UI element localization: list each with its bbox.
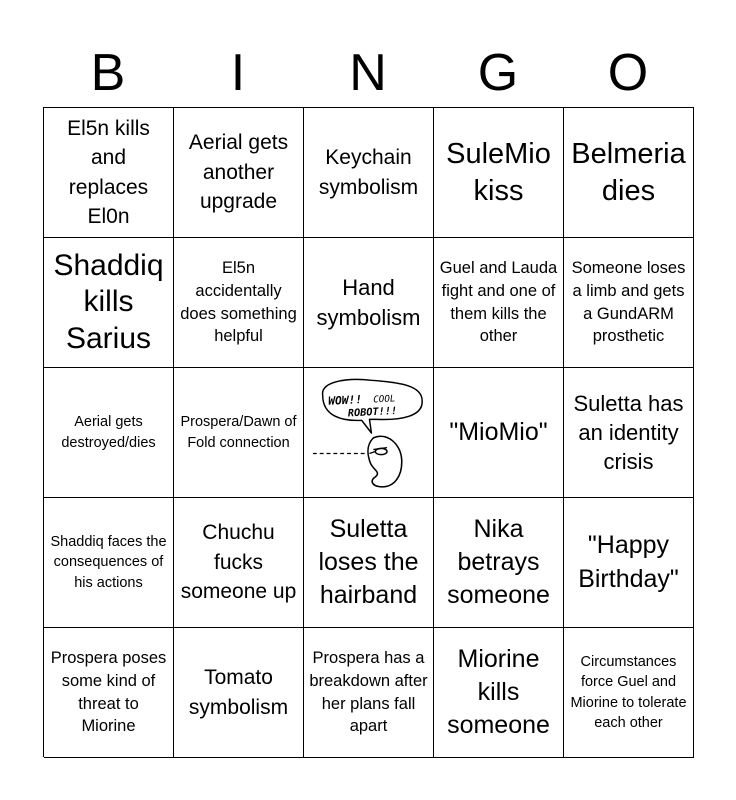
doodle-caption-line-2: COOL <box>372 392 396 405</box>
bingo-cell[interactable]: Hand symbolism <box>304 238 434 368</box>
bingo-cell[interactable]: Prospera has a breakdown after her plans fall apart <box>304 628 434 758</box>
bingo-cell[interactable]: "Happy Birthday" <box>564 498 694 628</box>
bingo-header <box>43 40 693 106</box>
bingo-card <box>43 107 694 757</box>
doodle-caption-line-3: ROBOT!!! <box>347 404 398 419</box>
header-letter-g: G <box>477 44 519 102</box>
bingo-cell[interactable]: El5n kills and replaces El0n <box>44 108 174 238</box>
header-letter-i: I <box>230 44 246 102</box>
bingo-cell[interactable]: "MioMio" <box>434 368 564 498</box>
bingo-cell[interactable]: Tomato symbolism <box>174 628 304 758</box>
cool-robot-doodle-icon <box>309 372 428 494</box>
bingo-cell[interactable]: SuleMio kiss <box>434 108 564 238</box>
bingo-cell[interactable]: Guel and Lauda fight and one of them kills the other <box>434 238 564 368</box>
bingo-cell[interactable]: Aerial gets destroyed/dies <box>44 368 174 498</box>
bingo-cell[interactable]: Someone loses a limb and gets a GundARM prosthetic <box>564 238 694 368</box>
header-letter-o: O <box>607 44 649 102</box>
header-letter-n: N <box>349 44 387 102</box>
free-space-cell[interactable] <box>304 368 434 498</box>
bingo-cell[interactable]: Prospera/Dawn of Fold connection <box>174 368 304 498</box>
bingo-cell[interactable]: El5n accidentally does something helpful <box>174 238 304 368</box>
header-letter-b: B <box>90 44 126 102</box>
bingo-cell[interactable]: Prospera poses some kind of threat to Miorine <box>44 628 174 758</box>
bingo-cell[interactable]: Aerial gets another upgrade <box>174 108 304 238</box>
doodle-caption-line-1: WOW!! <box>328 392 363 408</box>
bingo-cell[interactable]: Shaddiq kills Sarius <box>44 238 174 368</box>
bingo-cell[interactable]: Circumstances force Guel and Miorine to tolerate each other <box>564 628 694 758</box>
bingo-cell[interactable]: Miorine kills someone <box>434 628 564 758</box>
bingo-cell[interactable]: Suletta loses the hairband <box>304 498 434 628</box>
bingo-cell[interactable]: Shaddiq faces the consequences of his actions <box>44 498 174 628</box>
bingo-cell[interactable]: Nika betrays someone <box>434 498 564 628</box>
bingo-cell[interactable]: Suletta has an identity crisis <box>564 368 694 498</box>
bingo-cell[interactable]: Keychain symbolism <box>304 108 434 238</box>
bingo-cell[interactable]: Belmeria dies <box>564 108 694 238</box>
bingo-cell[interactable]: Chuchu fucks someone up <box>174 498 304 628</box>
